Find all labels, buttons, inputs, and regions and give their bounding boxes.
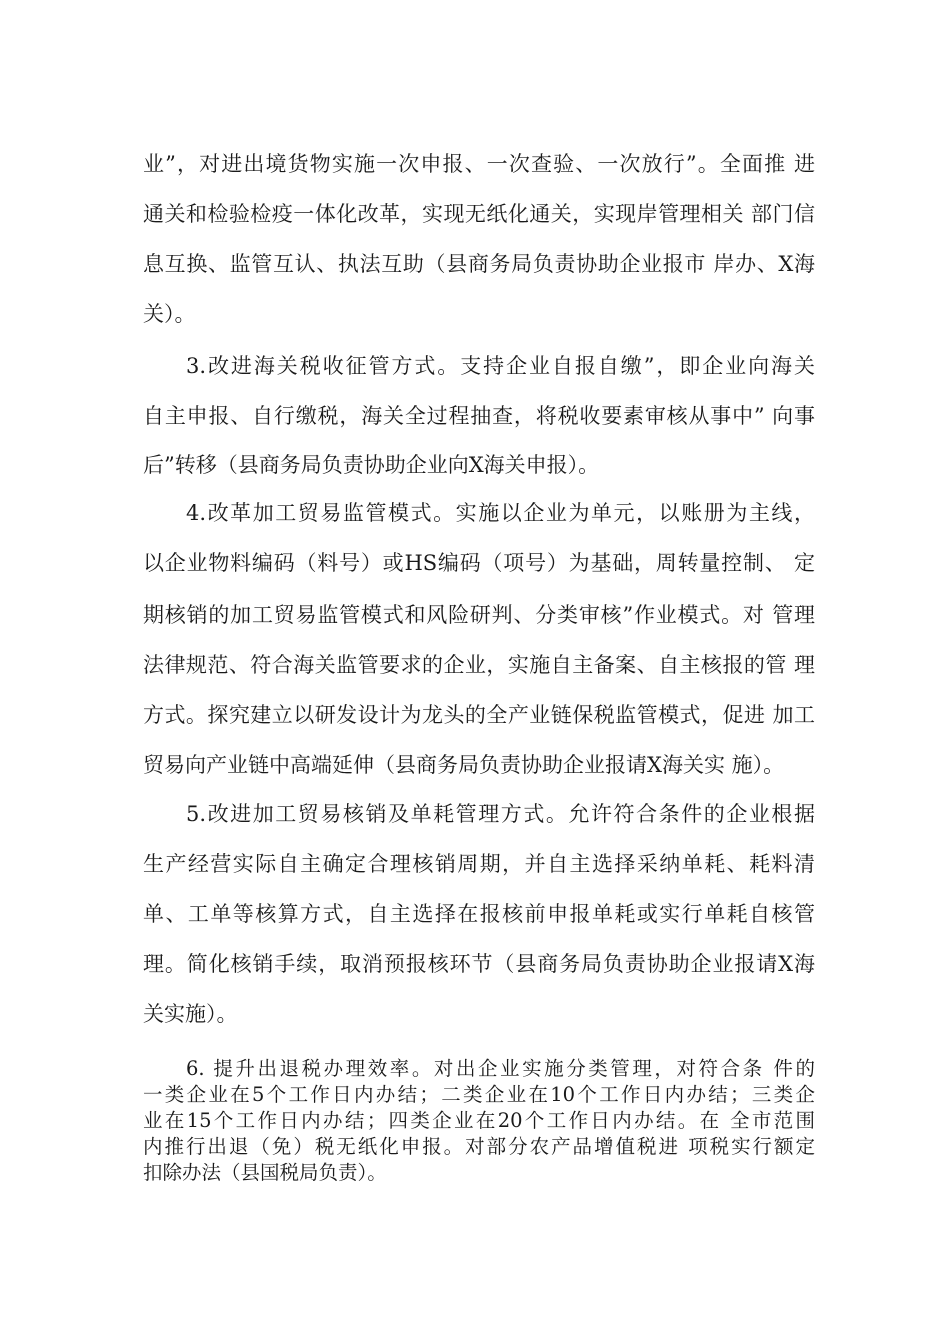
text-line: 方式。探究建立以研发设计为龙头的全产业链保税监管模式，促进 加工 xyxy=(143,703,815,727)
text-line: 理。简化核销手续，取消预报核环节（县商务局负责协助企业报请X海 xyxy=(143,952,815,976)
paragraph-5-first-line: 5.改进加工贸易核销及单耗管理方式。允许符合条件的企业根据 xyxy=(186,802,815,826)
text-line: 法律规范、符合海关监管要求的企业，实施自主备案、自主核报的管 理 xyxy=(143,653,815,677)
paragraph-6-first-line: 6. 提升出退税办理效率。对出企业实施分类管理，对符合条 件的 xyxy=(186,1057,815,1080)
text-line: 一类企业在5个工作日内办结；二类企业在10个工作日内办结；三类企 xyxy=(143,1083,815,1106)
text-line: 单、工单等核算方式，自主选择在报核前申报单耗或实行单耗自核管 xyxy=(143,902,815,926)
text-line: 扣除办法（县国税局负责）。 xyxy=(143,1161,387,1184)
paragraph-4-first-line: 4.改革加工贸易监管模式。实施以企业为单元，以账册为主线， xyxy=(186,501,815,525)
text-line: 后”转移（县商务局负责协助企业向X海关申报）。 xyxy=(143,453,600,477)
text-line: 以企业物料编码（料号）或HS编码（项号）为基础，周转量控制、 定 xyxy=(143,551,815,575)
text-line: 业在15个工作日内办结；四类企业在20个工作日内办结。在 全市范围 xyxy=(143,1109,815,1132)
text-line: 内推行出退（免）税无纸化申报。对部分农产品增值税进 项税实行额定 xyxy=(143,1135,815,1158)
text-line: 息互换、监管互认、执法互助（县商务局负责协助企业报市 岸办、X海 xyxy=(143,252,815,276)
text-line: 生产经营实际自主确定合理核销周期，并自主选择采纳单耗、耗料清 xyxy=(143,852,815,876)
text-line: 期核销的加工贸易监管模式和风险研判、分类审核”作业模式。对 管理 xyxy=(143,603,815,627)
text-line: 关实施）。 xyxy=(143,1002,238,1026)
text-line: 业”，对进出境货物实施一次申报、一次查验、一次放行”。全面推 进 xyxy=(143,152,815,176)
text-line: 通关和检验检疫一体化改革，实现无纸化通关，实现岸管理相关 部门信 xyxy=(143,202,815,226)
text-line: 关）。 xyxy=(143,302,196,326)
text-line: 贸易向产业链中高端延伸（县商务局负责协助企业报请X海关实 施）。 xyxy=(143,753,785,777)
paragraph-3-first-line: 3.改进海关税收征管方式。支持企业自报自缴”，即企业向海关 xyxy=(186,354,815,378)
text-line: 自主申报、自行缴税，海关全过程抽查，将税收要素审核从事中” 向事 xyxy=(143,404,815,428)
